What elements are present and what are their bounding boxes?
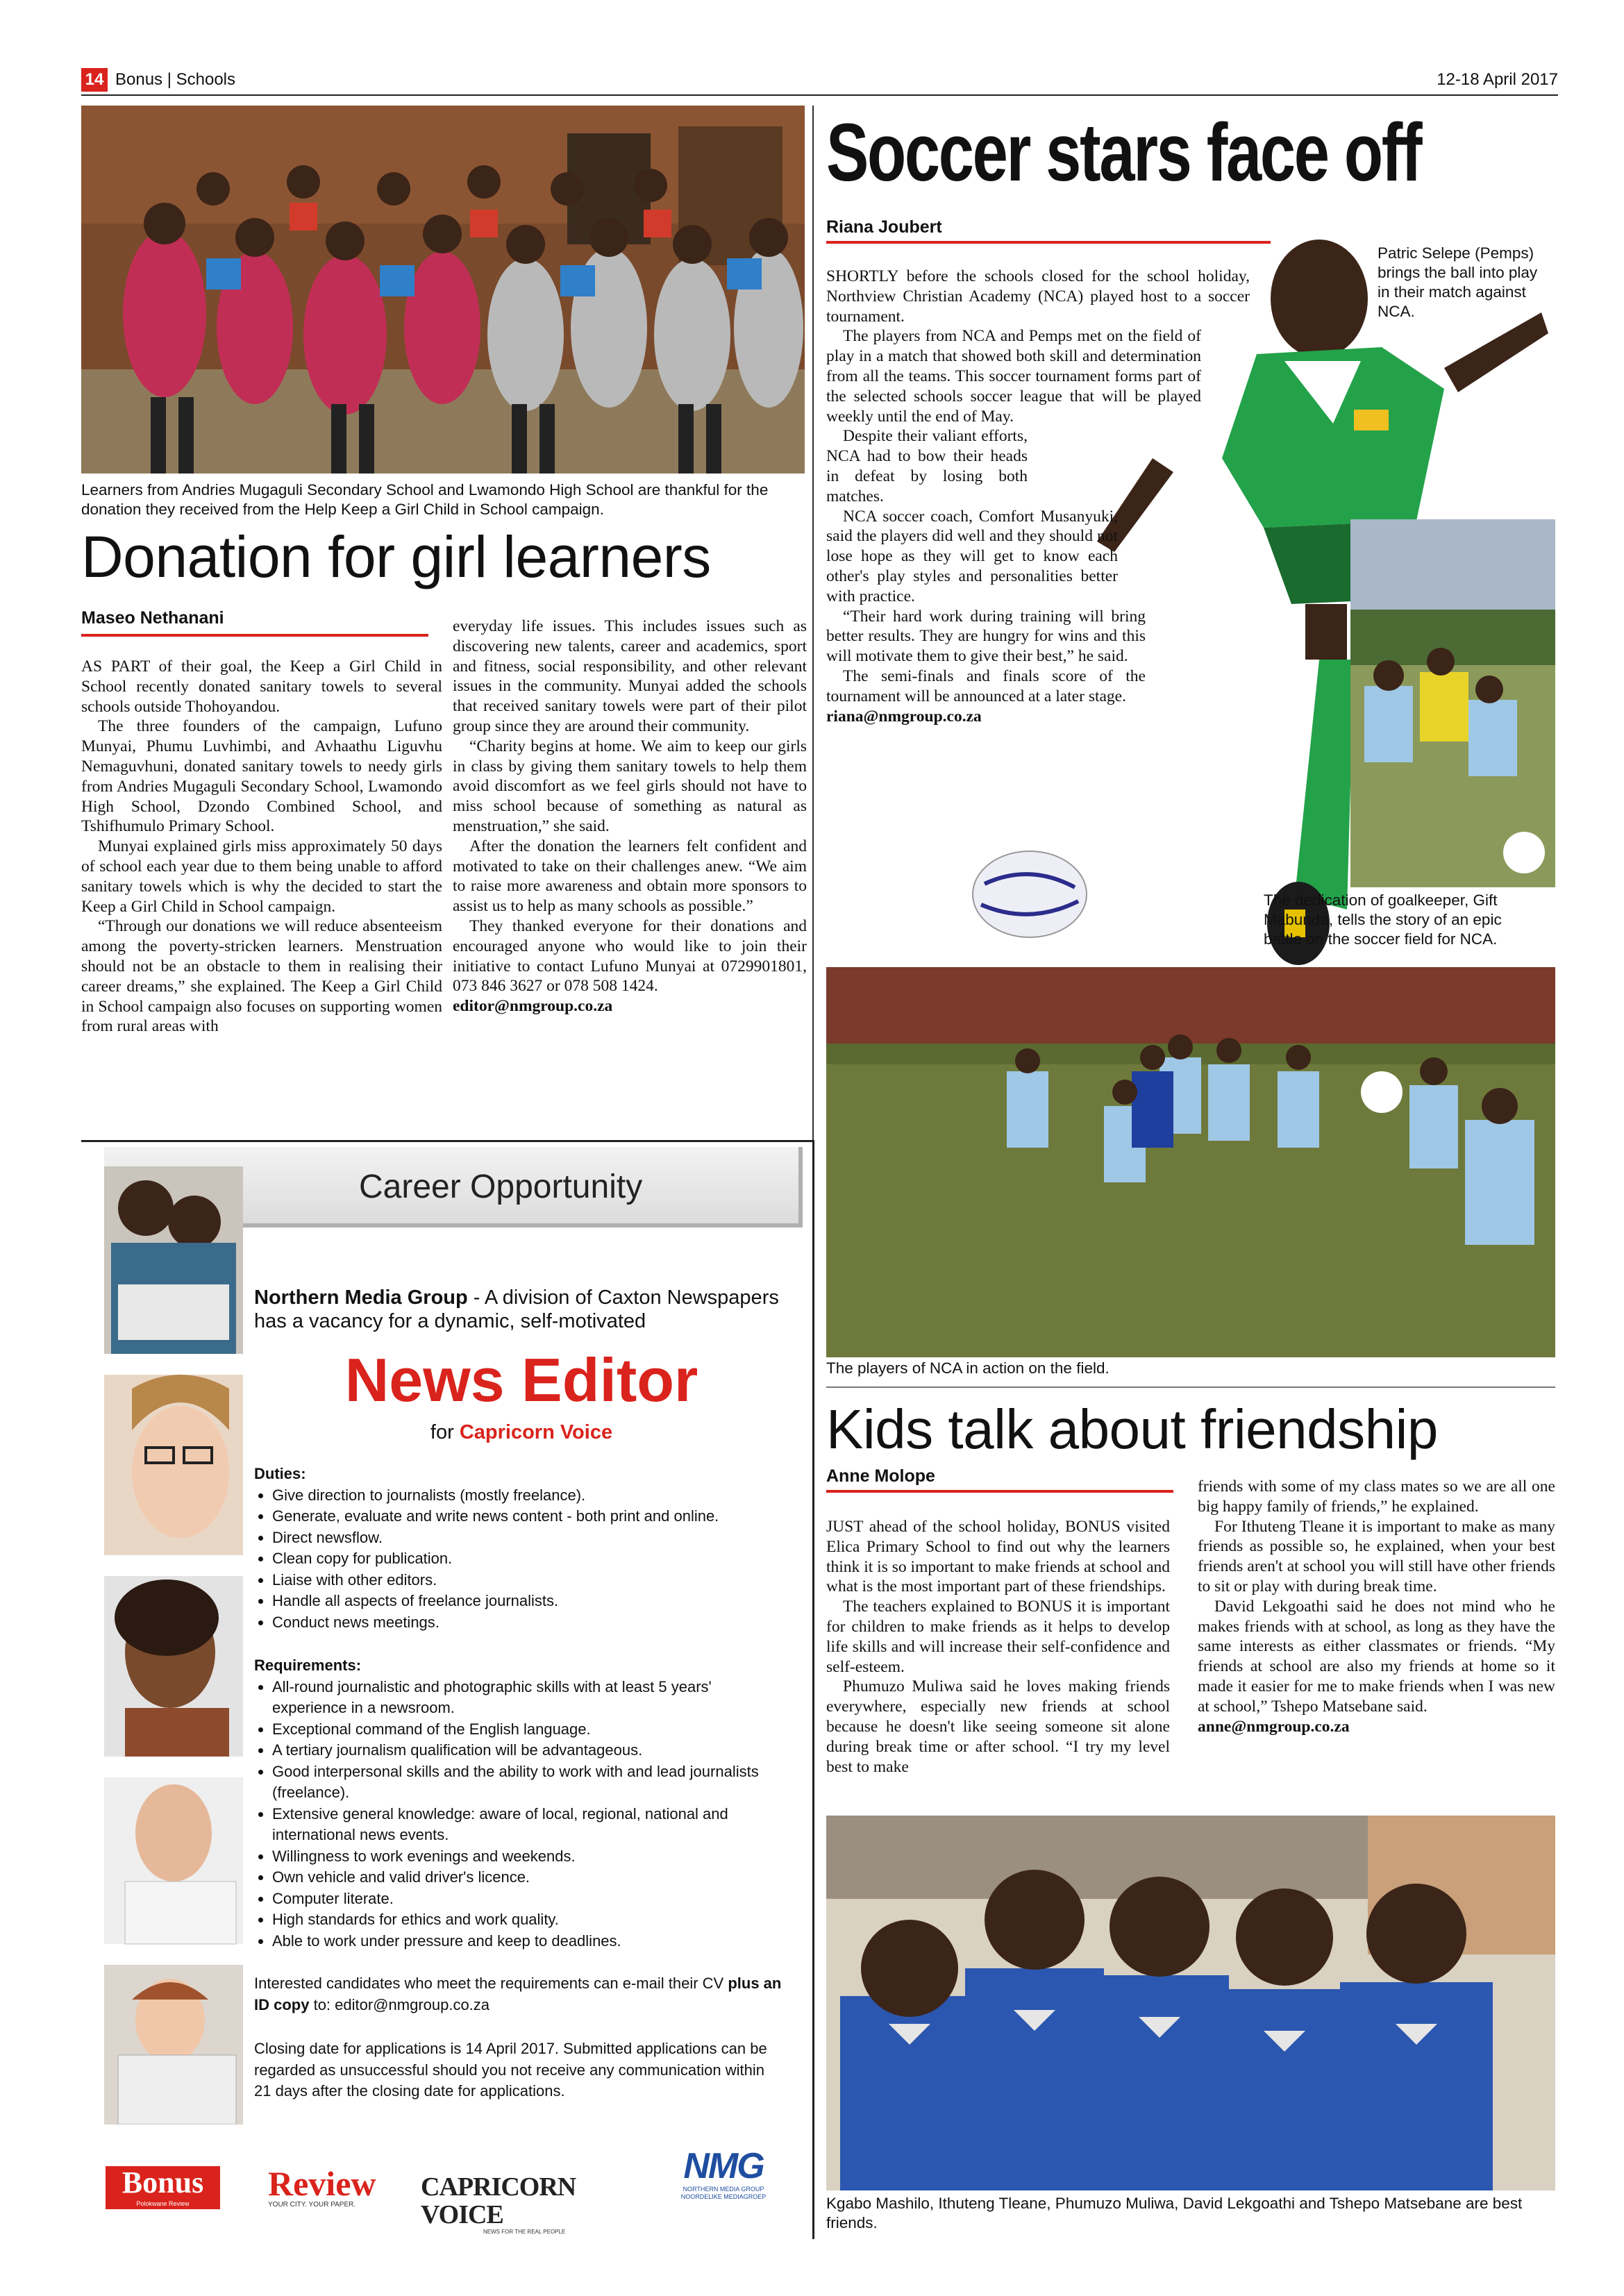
paragraph: After the donation the learners felt confident and motivated to take on their challenges anew. “We aim to raise more awareness and obtain more sponsors to assist us to help as many schools as possible.” <box>453 837 807 916</box>
paragraph: SHORTLY before the schools closed for the school holiday, Northview Christian Academy (NCA) played host to a soccer tournament. <box>826 267 1250 326</box>
capricorn-voice-logo: CAPRICORN VOICE NEWS FOR THE REAL PEOPLE <box>421 2172 576 2235</box>
paragraph: everyday life issues. This includes issues such as discovering new talents, career and academics, sport and fitness, social responsibility, and other relevant issues in the community. Munyai added the schools that received sanitary towels were part of their pilot group since they are around their community. <box>453 617 807 735</box>
paragraph: NCA soccer coach, Comfort Musanyuki, said the players did well and they should not lose hope as they will get to know each other's play styles and personalities better with practice. <box>826 507 1118 605</box>
list-item: • Willingness to work evenings and weekends. <box>272 1846 761 1868</box>
paragraph: David Lekgoathi said he does not mind who he makes friends with at school, as long as they have the same interests as either classmates or friends. “My friends at school are also my friends at home so it made it easier for me to make friends when I was new at school,” Tshepo Matsebane said. <box>1198 1597 1555 1716</box>
paragraph: “Charity begins at home. We aim to keep our girls in class by giving them sanitary towels to help them avoid discomfort as we feel girls should not have to miss school because of something as natural as menstruation,” she said. <box>453 737 807 835</box>
review-logo: Review YOUR CITY. YOUR PAPER. <box>268 2164 376 2209</box>
ad-for-prefix: for <box>430 1421 460 1443</box>
friendship-photo <box>826 1816 1555 2190</box>
section-divider <box>826 1386 1555 1388</box>
column-divider <box>812 106 814 1140</box>
friendship-column-1 <box>826 1517 1170 1777</box>
soccer-action-photo <box>826 967 1555 1357</box>
soccer-player-caption: Patric Selepe (Pemps) brings the ball into play in their match against NCA. <box>1378 244 1538 320</box>
list-item: • Conduct news meetings. <box>272 1612 789 1634</box>
donation-byline-rule <box>81 634 428 637</box>
paragraph: Munyai explained girls miss approximately 50 days of school each year due to them being unable to afford sanitary towels which is why the decided to start the Keep a Girl Child in School campaign. <box>81 837 442 916</box>
paragraph: “Through our donations we will reduce absenteeism among the poverty-stricken learners. Menstruation should not be an obstacle to them in realising their career dreams,” she explained. The Keep a Girl Child in School campaign also focuses on supporting women from rural areas with <box>81 917 442 1036</box>
ad-apply-email[interactable]: to: editor@nmgroup.co.za <box>309 1995 490 2013</box>
list-item: • Liaise with other editors. <box>272 1570 789 1591</box>
paragraph: The semi-finals and finals score of the tournament will be announced at a later stage. <box>826 667 1146 705</box>
paragraph: The three founders of the campaign, Lufuno Munyai, Phumu Luvhimbi, and Avhaathu Liguvhu Nemaguvhuni, donated sanitary towels to needy girls from Andries Mugaguli Secondary School, Lwamondo High School, Dzondo Combined School, and Tshifhumulo Primary School. <box>81 717 442 836</box>
donation-column-2 <box>453 617 807 1016</box>
ad-requirements-title: Requirements: <box>254 1657 362 1674</box>
list-item: • High standards for ethics and work quality. <box>272 1909 761 1931</box>
donation-photo-caption: Learners from Andries Mugaguli Secondary School and Lwamondo High School are thankful for the donation they received from the Help Keep a Girl Child in School campaign. <box>81 481 769 518</box>
paragraph: friends with some of my class mates so we are all one big happy family of friends,” he explained. <box>1198 1477 1555 1516</box>
paragraph: The teachers explained to BONUS it is important for children to make friends as it helps to develop life skills and will increase their self-confidence and self-esteem. <box>826 1598 1170 1676</box>
list-item: • Able to work under pressure and keep to deadlines. <box>272 1931 761 1952</box>
paragraph: Phumuzo Muliwa said he loves making friends everywhere, especially new friends at school because he doesn't like seeing someone sit alone during break time or after school. “I try my level best to make <box>826 1677 1170 1776</box>
donation-column-1 <box>81 657 442 1037</box>
ad-company-intro <box>254 1286 789 1333</box>
page-number-badge: 14 <box>81 68 108 92</box>
list-item: • All-round journalistic and photographic skills with at least 5 years' experience in a newsroom. <box>272 1677 761 1719</box>
friendship-caption: Kgabo Mashilo, Ithuteng Tleane, Phumuzo Muliwa, David Lekgoathi and Tshepo Matsebane are best friends. <box>826 2195 1523 2231</box>
paragraph: Despite their valiant efforts, NCA had to bow their heads in defeat by losing both matches. <box>826 427 1028 505</box>
ad-apply-text <box>254 1973 782 2016</box>
soccer-action-caption: The players of NCA in action on the field. <box>826 1359 1110 1377</box>
donation-byline: Maseo Nethanani <box>81 608 224 628</box>
list-item: • Computer literate. <box>272 1888 761 1910</box>
friendship-headline: Kids talk about friendship <box>826 1398 1438 1460</box>
ad-requirements-list <box>254 1677 761 1952</box>
ad-apply-bold: plus an ID copy <box>254 1975 782 2013</box>
list-item: • Own vehicle and valid driver's licence. <box>272 1867 761 1888</box>
ad-duties-list <box>254 1485 789 1634</box>
ad-requirements <box>254 1655 761 1952</box>
soccer-email[interactable]: riana@nmgroup.co.za <box>826 707 982 726</box>
ad-banner-title: Career Opportunity <box>359 1168 643 1205</box>
ad-company-text: - A division of Caxton Newspapers has a vacancy for a dynamic, self-motivated <box>254 1287 779 1332</box>
ad-for-line <box>254 1421 789 1444</box>
list-item: • Exceptional command of the English language. <box>272 1719 761 1741</box>
list-item: • Generate, evaluate and write news content - both print and online. <box>272 1506 789 1527</box>
soccer-body <box>826 267 1250 726</box>
section-label: Bonus | Schools <box>115 70 236 89</box>
ad-closing-text: Closing date for applications is 14 April 2017. Submitted applications can be regarded as unsuccessful should you not receive any communication within 21 days after the closing date for applications. <box>254 2040 767 2100</box>
bonus-logo: Bonus Polokwane Review <box>106 2166 220 2209</box>
friendship-email[interactable]: anne@nmgroup.co.za <box>1198 1717 1350 1736</box>
friendship-byline: Anne Molope <box>826 1466 935 1486</box>
friendship-column-2 <box>1198 1477 1555 1736</box>
list-item: • Give direction to journalists (mostly freelance). <box>272 1485 789 1507</box>
paragraph: “Their hard work during training will bring better results. They are hungry for wins and this will motivate them to give their best,” he said. <box>826 607 1146 666</box>
nmg-logo: NMG NORTHERN MEDIA GROUP NOORDELIKE MEDIAGROEP <box>680 2146 767 2200</box>
goalkeeper-photo <box>1350 519 1555 887</box>
ad-photo-strip <box>104 1166 243 2125</box>
issue-date: 12-18 April 2017 <box>1437 70 1558 89</box>
ad-company-name: Northern Media Group <box>254 1287 468 1309</box>
paragraph: For Ithuteng Tleane it is important to make as many friends as possible so, he explained, when your best friends aren't at school you will still have other friends to sit or play with during break time. <box>1198 1517 1555 1595</box>
friendship-byline-rule <box>826 1490 1173 1493</box>
list-item: • Clean copy for publication. <box>272 1548 789 1570</box>
ad-duties-title: Duties: <box>254 1465 306 1482</box>
list-item: • Direct newsflow. <box>272 1527 789 1549</box>
list-item: • Handle all aspects of freelance journalists. <box>272 1591 789 1612</box>
donation-photo <box>81 106 805 474</box>
ad-duties <box>254 1464 789 1633</box>
paragraph: JUST ahead of the school holiday, BONUS visited Elica Primary School to find out why the learners think it is so important to make friends at school and what is the most important part of these friendships. <box>826 1518 1170 1596</box>
header-rule <box>81 94 1558 96</box>
soccer-byline: Riana Joubert <box>826 217 942 237</box>
donation-email[interactable]: editor@nmgroup.co.za <box>453 997 613 1016</box>
ad-for-publication: Capricorn Voice <box>459 1421 613 1443</box>
paragraph: They thanked everyone for their donations and encouraged anyone who would like to join their initiative to contact Lufuno Munyai at 0729901801, 073 846 3627 or 078 508 1424. <box>453 916 807 996</box>
ad-position-title: News Editor <box>344 1346 698 1414</box>
list-item: • Good interpersonal skills and the ability to work with and lead journalists (freelance). <box>272 1761 761 1804</box>
list-item: • A tertiary journalism qualification will be advantageous. <box>272 1740 761 1761</box>
goalkeeper-caption: The dedication of goalkeeper, Gift Mabunda, tells the story of an epic battle on the soccer field for NCA. <box>1264 891 1502 948</box>
soccer-headline: Soccer stars face off <box>826 107 1421 199</box>
paragraph: The players from NCA and Pemps met on the field of play in a match that showed both skill and determination from all the teams. This soccer tournament forms part of the selected schools soccer league that will be played weekly until the end of May. <box>826 327 1201 426</box>
soccer-ball <box>971 849 1089 939</box>
list-item: • Extensive general knowledge: aware of local, regional, national and international news events. <box>272 1804 761 1846</box>
donation-headline: Donation for girl learners <box>81 524 711 589</box>
paragraph: AS PART of their goal, the Keep a Girl Child in School recently donated sanitary towels to several schools outside Thohoyandou. <box>81 657 442 716</box>
ad-apply-prefix: Interested candidates who meet the requirements can e-mail their CV <box>254 1975 728 1992</box>
